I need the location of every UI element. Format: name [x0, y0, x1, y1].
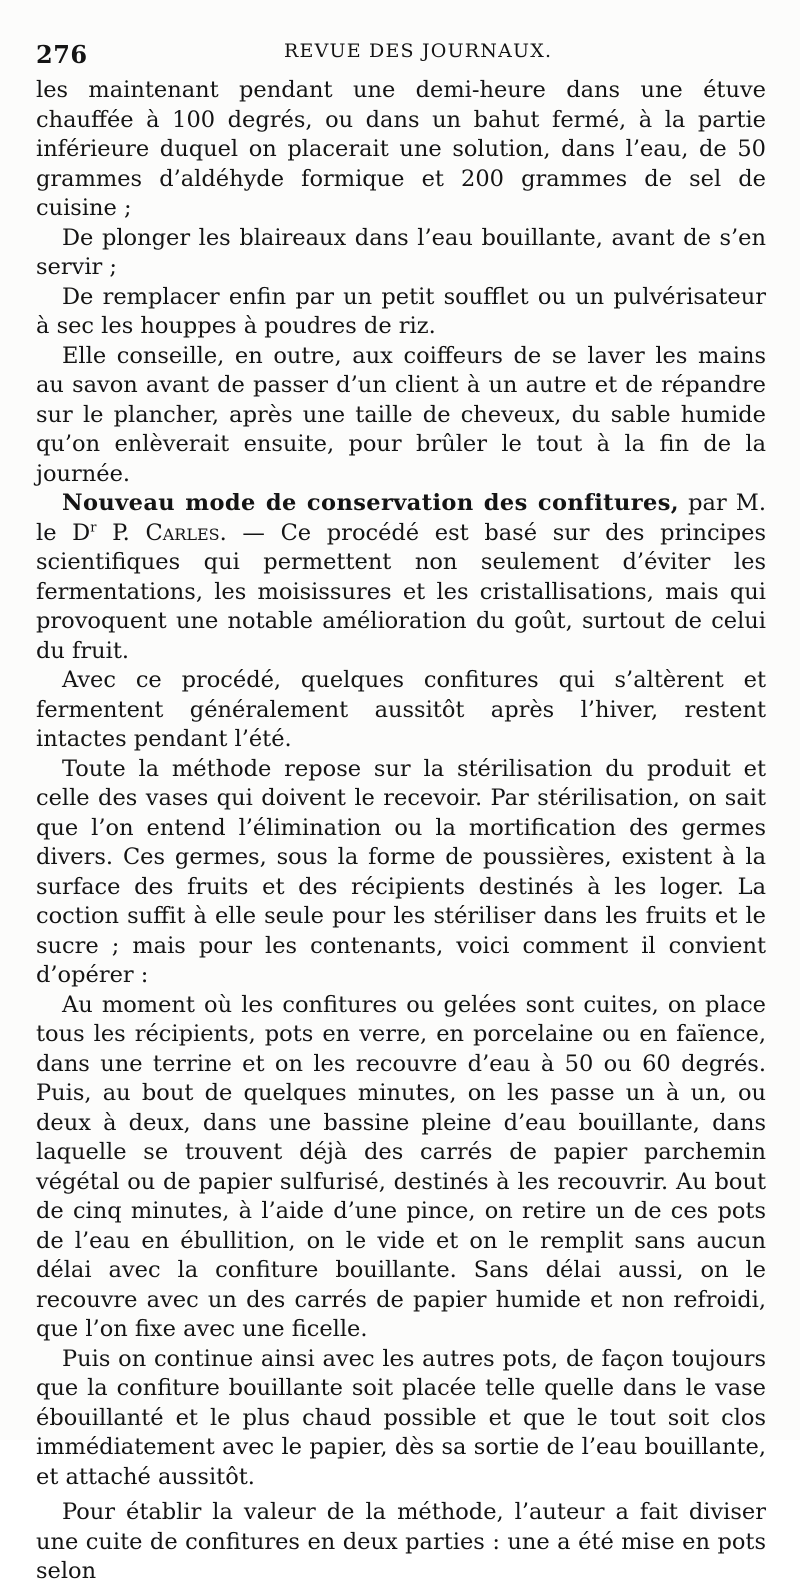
- paragraph-recipients: Au moment où les confitures ou gelées sont cuites, on place tous les récipients, pots en verre, en porcelaine ou en faïence, dans une terrine et on les recouvre d’eau à 50 ou 60 degrés. Puis, au bout de quelques minutes, on les passe un à un, ou deux à deux, dans une bassine pleine d’eau bouillante, dans laquelle se trouvent déjà des carrés de papier parchemin végétal ou de papier sulfurisé, destinés à les recouvrir. Au bout de cinq minutes, à l’aide d’une pince, on retire un de ces pots de l’eau en ébullition, on le vide et on le remplit sans aucun délai avec la confiture bouillante. Sans délai aussi, on le recouvre avec un des carrés de papier humide et non refroidi, que l’on fixe avec une ficelle.: [36, 991, 766, 1342]
- article-by: par M. le D: [36, 490, 766, 546]
- paragraph-methode: Toute la méthode repose sur la stérilisation du produit et celle des vases qui doivent le recevoir. Par stérilisation, on sait que l’on entend l’élimination ou la mortification des germes divers. Ces germes, sous la forme de poussières, existent à la surface des fruits et des récipients destinés à les loger. La coction suffit à elle seule pour les stériliser dans les fruits et le sucre ; mais pour les contenants, voici comment il convient d’opérer :: [36, 755, 766, 988]
- paragraph-blaireaux: De plonger les blaireaux dans l’eau bouillante, avant de s’en servir ;: [36, 224, 766, 280]
- paragraph-valeur: Pour établir la valeur de la méthode, l’auteur a fait diviser une cuite de confitures en deux parties : une a été mise en pots selon: [36, 1499, 766, 1584]
- page-header: [36, 36, 766, 76]
- paragraph-continuation: les maintenant pendant une demi-heure dans une étuve chauffée à 100 degrés, ou dans un bahut fermé, à la partie inférieure duquel on placerait une solution, dans l’eau, de 50 grammes d’aldéhyde formique et 200 grammes de sel de cuisine ;: [36, 77, 766, 221]
- article-heading-paragraph: [36, 489, 766, 666]
- article-by-sup: r: [90, 520, 97, 535]
- paragraph-coiffeurs: Elle conseille, en outre, aux coiffeurs de se laver les mains au savon avant de passer d’un client à un autre et de répandre sur le plancher, après une taille de cheveux, du sable humide qu’on enlèverait ensuite, pour brûler le tout à la fin de la journée.: [36, 342, 766, 487]
- body-text: [36, 76, 766, 1587]
- article-intro: — Ce procédé est basé sur des principes scientifiques qui permettent non seulement d’éviter les fermentations, les moisissures et les cristallisations, mais qui provoquent une notable amélioration du goût, surtout de celui du fruit.: [36, 519, 767, 664]
- page-number: 276: [36, 40, 88, 69]
- paragraph-procede: Avec ce procédé, quelques confitures qui s’altèrent et fermentent généralement aussitôt après l’hiver, restent intactes pendant l’été.: [36, 667, 766, 752]
- article-author: P. Carles.: [96, 519, 227, 546]
- article-title: Nouveau mode de conservation des confitures,: [62, 490, 680, 516]
- running-title: REVUE DES JOURNAUX.: [284, 40, 553, 62]
- paragraph-autres-pots: Puis on continue ainsi avec les autres pots, de façon toujours que la confiture bouillante soit placée telle quelle dans le vase ébouillanté et le plus chaud possible et que le tout soit clos immédiatement avec le papier, dès sa sortie de l’eau bouillante, et attaché aussitôt.: [36, 1345, 766, 1490]
- paragraph-houppes: De remplacer enfin par un petit soufflet ou un pulvérisateur à sec les houppes à poudres de riz.: [36, 283, 766, 339]
